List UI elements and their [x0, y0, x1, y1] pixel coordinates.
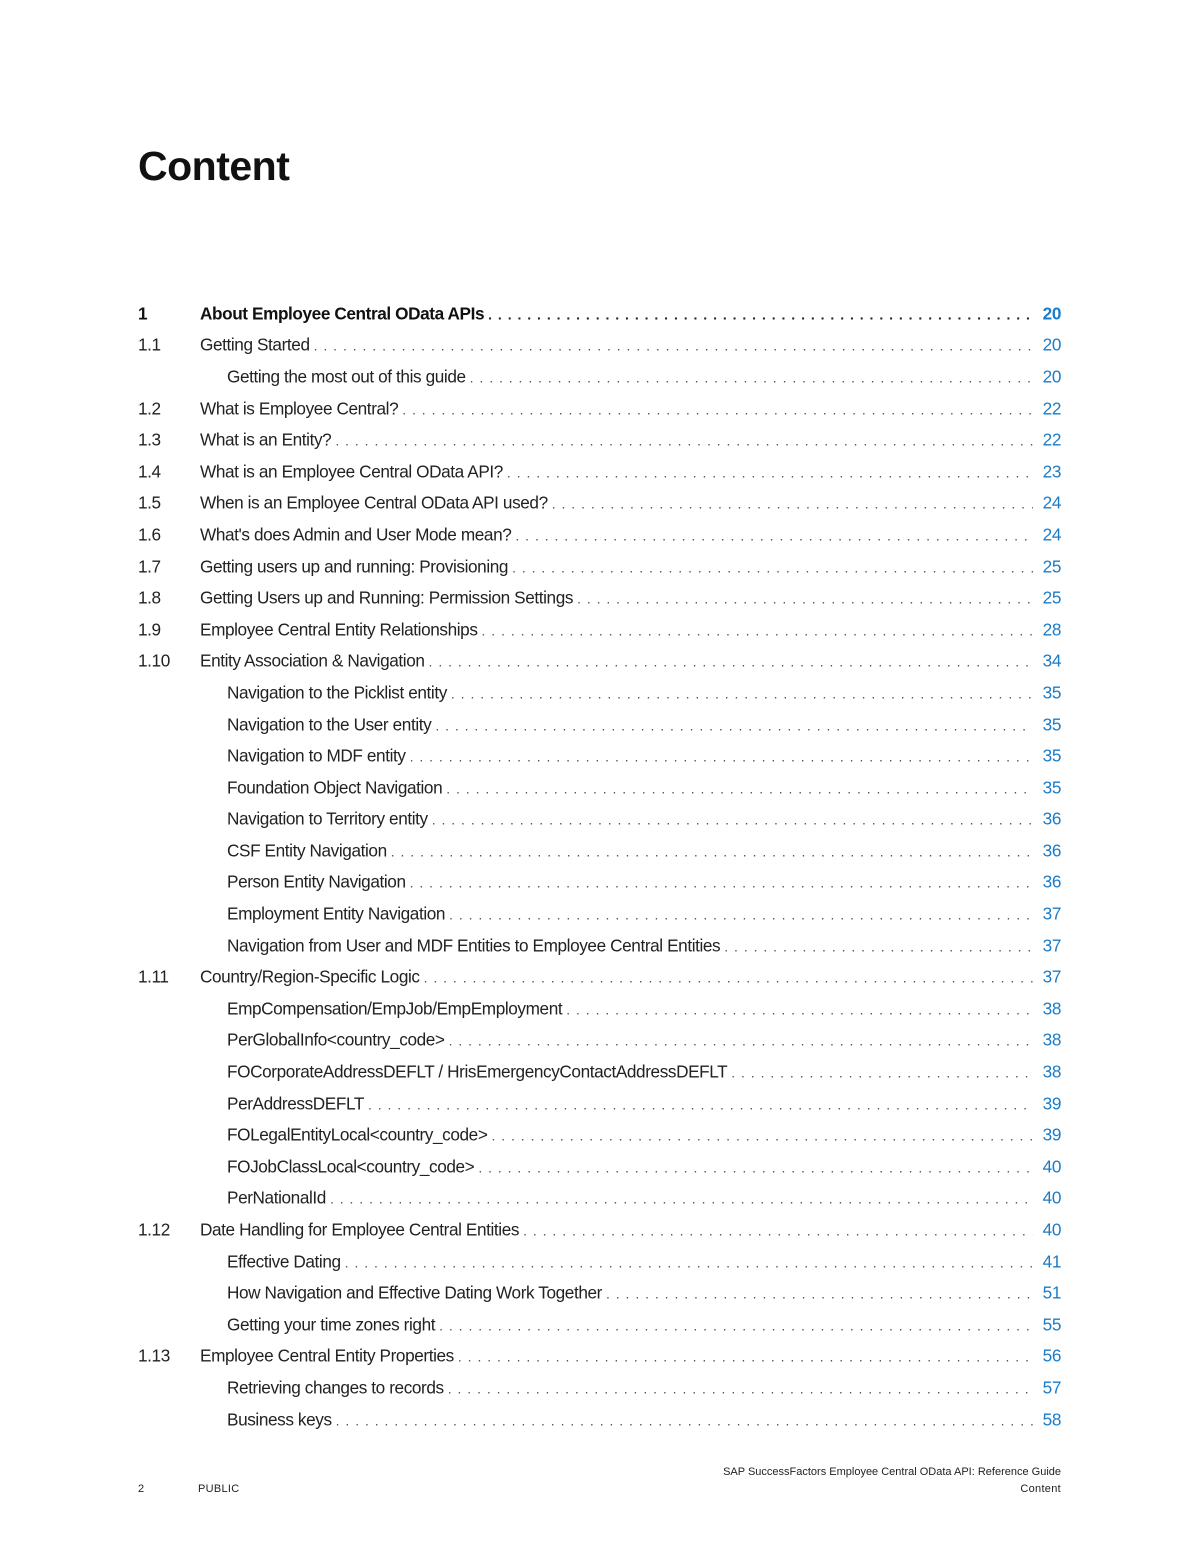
toc-entry-line: [200, 493, 1061, 514]
toc-entry-number: 1.12: [138, 1219, 170, 1240]
toc-entry[interactable]: [138, 393, 1061, 425]
toc-entry[interactable]: [138, 804, 1061, 836]
table-of-contents: [138, 298, 1061, 1435]
dot-leader: [314, 338, 1033, 354]
toc-entry-title[interactable]: Employee Central Entity Properties: [200, 1345, 454, 1366]
toc-page-link[interactable]: 25: [1042, 556, 1061, 577]
toc-page-link[interactable]: 37: [1042, 966, 1061, 987]
toc-entry[interactable]: [138, 1277, 1061, 1309]
toc-entry[interactable]: [138, 930, 1061, 962]
toc-entry-line: [200, 1346, 1061, 1367]
toc-page-link[interactable]: 39: [1042, 1093, 1061, 1114]
toc-entry-title[interactable]: Business keys: [227, 1409, 332, 1430]
toc-page-link[interactable]: 36: [1042, 840, 1061, 861]
toc-entry-number: 1.11: [138, 966, 169, 987]
toc-entry-line: [227, 1409, 1061, 1430]
toc-entry[interactable]: [138, 740, 1061, 772]
toc-entry[interactable]: [138, 456, 1061, 488]
toc-entry[interactable]: [138, 1025, 1061, 1057]
toc-entry-number: 1.13: [138, 1345, 170, 1366]
toc-entry[interactable]: [138, 867, 1061, 899]
toc-entry-number: 1.3: [138, 429, 161, 450]
toc-page-link[interactable]: 35: [1042, 714, 1061, 735]
dot-leader: [507, 464, 1033, 480]
footer-document-title: SAP SuccessFactors Employee Central OData API: Reference Guide: [723, 1466, 1061, 1478]
toc-entry-title[interactable]: Entity Association & Navigation: [200, 650, 425, 671]
footer-section: Content: [1020, 1483, 1061, 1495]
toc-entry-title[interactable]: Navigation to the User entity: [227, 714, 432, 735]
toc-page-link[interactable]: 40: [1042, 1219, 1061, 1240]
toc-page-link[interactable]: 38: [1042, 998, 1061, 1019]
toc-entry[interactable]: [138, 1372, 1061, 1404]
toc-entry[interactable]: [138, 551, 1061, 583]
toc-entry-line: [227, 1314, 1061, 1335]
dot-leader: [478, 1159, 1033, 1175]
dot-leader: [566, 1001, 1033, 1017]
toc-entry-line: [200, 556, 1061, 577]
toc-entry[interactable]: [138, 488, 1061, 520]
toc-page-link[interactable]: 38: [1042, 1029, 1061, 1050]
dot-leader: [345, 1254, 1033, 1270]
toc-page-link[interactable]: 22: [1042, 398, 1061, 419]
toc-entry-line: [227, 872, 1061, 893]
toc-page-link[interactable]: 55: [1042, 1314, 1061, 1335]
dot-leader: [491, 1128, 1033, 1144]
toc-page-link[interactable]: 56: [1042, 1345, 1061, 1366]
toc-entry-line: [227, 840, 1061, 861]
toc-entry[interactable]: [138, 424, 1061, 456]
toc-page-link[interactable]: 28: [1042, 619, 1061, 640]
dot-leader: [448, 1380, 1033, 1396]
dot-leader: [391, 843, 1033, 859]
toc-page-link[interactable]: 35: [1042, 682, 1061, 703]
toc-entry-number: 1.1: [138, 334, 161, 355]
toc-entry[interactable]: [138, 993, 1061, 1025]
toc-entry-title[interactable]: Foundation Object Navigation: [227, 777, 443, 798]
toc-entry-title[interactable]: What's does Admin and User Mode mean?: [200, 524, 512, 545]
toc-entry-number: 1.8: [138, 587, 161, 608]
toc-entry[interactable]: [138, 646, 1061, 678]
toc-entry-title[interactable]: PerGlobalInfo<country_code>: [227, 1029, 445, 1050]
toc-entry-number: 1: [138, 303, 148, 324]
toc-page-link[interactable]: 41: [1042, 1251, 1061, 1272]
toc-entry-title[interactable]: What is an Employee Central OData API?: [200, 461, 503, 482]
toc-page-link[interactable]: 37: [1042, 935, 1061, 956]
toc-entry[interactable]: [138, 677, 1061, 709]
toc-entry-line: [227, 935, 1061, 956]
toc-entry[interactable]: [138, 1183, 1061, 1215]
toc-page-link[interactable]: 34: [1042, 650, 1061, 671]
toc-entry-line: [227, 1188, 1061, 1209]
toc-page-link[interactable]: 40: [1042, 1156, 1061, 1177]
toc-entry[interactable]: [138, 298, 1061, 330]
toc-entry-title[interactable]: Navigation to Territory entity: [227, 808, 428, 829]
dot-leader: [402, 401, 1033, 417]
toc-entry-title[interactable]: Getting users up and running: Provisioning: [200, 556, 509, 577]
toc-entry[interactable]: [138, 772, 1061, 804]
dot-leader: [458, 1349, 1033, 1365]
toc-entry-number: 1.7: [138, 556, 161, 577]
toc-entry[interactable]: [138, 1119, 1061, 1151]
toc-entry-line: [227, 777, 1061, 798]
toc-page-link[interactable]: 37: [1042, 903, 1061, 924]
dot-leader: [435, 717, 1033, 733]
toc-entry[interactable]: [138, 519, 1061, 551]
footer-page-number: 2: [138, 1483, 145, 1495]
dot-leader: [451, 685, 1033, 701]
page-title: Content: [138, 143, 290, 189]
toc-entry-line: [200, 651, 1061, 672]
toc-entry-line: [200, 430, 1061, 451]
dot-leader: [410, 875, 1033, 891]
toc-entry-title[interactable]: Getting your time zones right: [227, 1314, 436, 1335]
toc-entry[interactable]: [138, 614, 1061, 646]
toc-entry-number: 1.6: [138, 524, 161, 545]
toc-entry-line: [227, 809, 1061, 830]
toc-page-link[interactable]: 24: [1042, 524, 1061, 545]
toc-entry-line: [227, 1062, 1061, 1083]
toc-entry-line: [200, 524, 1061, 545]
toc-entry[interactable]: [138, 1214, 1061, 1246]
dot-leader: [724, 938, 1033, 954]
toc-entry-title[interactable]: Navigation to MDF entity: [227, 745, 406, 766]
dot-leader: [424, 970, 1033, 986]
toc-entry-line: [227, 366, 1061, 387]
toc-entry-title[interactable]: Date Handling for Employee Central Entities: [200, 1219, 520, 1240]
toc-page-link[interactable]: 22: [1042, 429, 1061, 450]
toc-entry-title[interactable]: FOCorporateAddressDEFLT / HrisEmergencyContactAddressDEFLT: [227, 1061, 728, 1082]
toc-entry[interactable]: [138, 582, 1061, 614]
toc-entry[interactable]: [138, 898, 1061, 930]
toc-entry-title[interactable]: PerAddressDEFLT: [227, 1093, 364, 1114]
toc-entry-title[interactable]: FOLegalEntityLocal<country_code>: [227, 1124, 488, 1145]
toc-entry-line: [200, 619, 1061, 640]
dot-leader: [482, 622, 1033, 638]
toc-entry-line: [227, 746, 1061, 767]
toc-entry-title[interactable]: Employment Entity Navigation: [227, 903, 446, 924]
dot-leader: [470, 369, 1033, 385]
toc-entry[interactable]: [138, 1056, 1061, 1088]
toc-entry[interactable]: [138, 361, 1061, 393]
toc-entry-line: [200, 967, 1061, 988]
footer-classification: PUBLIC: [198, 1483, 240, 1495]
toc-page-link[interactable]: 36: [1042, 871, 1061, 892]
toc-entry-line: [200, 1220, 1061, 1241]
toc-entry-number: 1.10: [138, 650, 170, 671]
toc-page-link[interactable]: 35: [1042, 777, 1061, 798]
toc-entry-line: [227, 714, 1061, 735]
toc-page-link[interactable]: 40: [1042, 1187, 1061, 1208]
toc-page-link[interactable]: 57: [1042, 1377, 1061, 1398]
toc-entry-line: [227, 904, 1061, 925]
toc-entry-line: [227, 1377, 1061, 1398]
toc-entry-title[interactable]: When is an Employee Central OData API used?: [200, 492, 548, 513]
toc-entry-number: 1.5: [138, 492, 161, 513]
toc-entry-title[interactable]: Getting Users up and Running: Permission Settings: [200, 587, 574, 608]
dot-leader: [606, 1286, 1033, 1302]
toc-entry-line: [227, 682, 1061, 703]
toc-entry[interactable]: [138, 1309, 1061, 1341]
toc-entry[interactable]: [138, 330, 1061, 362]
toc-page-link[interactable]: 36: [1042, 808, 1061, 829]
dot-leader: [429, 654, 1033, 670]
toc-entry-line: [227, 1251, 1061, 1272]
toc-entry-title[interactable]: PerNationalId: [227, 1187, 326, 1208]
dot-leader: [446, 780, 1033, 796]
toc-page-link[interactable]: 39: [1042, 1124, 1061, 1145]
toc-entry-line: [200, 303, 1061, 324]
dot-leader: [410, 749, 1033, 765]
toc-entry-line: [200, 398, 1061, 419]
toc-entry-line: [227, 1093, 1061, 1114]
dot-leader: [515, 527, 1033, 543]
dot-leader: [432, 812, 1033, 828]
toc-page-link[interactable]: 20: [1042, 303, 1061, 324]
dot-leader: [731, 1065, 1033, 1081]
dot-leader: [577, 591, 1033, 607]
toc-entry-title[interactable]: How Navigation and Effective Dating Work Together: [227, 1282, 602, 1303]
toc-page-link[interactable]: 20: [1042, 366, 1061, 387]
toc-entry-title[interactable]: Navigation to the Picklist entity: [227, 682, 447, 703]
toc-entry-title[interactable]: CSF Entity Navigation: [227, 840, 387, 861]
toc-entry[interactable]: [138, 1246, 1061, 1278]
dot-leader: [449, 907, 1033, 923]
toc-entry[interactable]: [138, 961, 1061, 993]
toc-entry-line: [227, 1283, 1061, 1304]
page-footer: [138, 1464, 1061, 1504]
toc-entry[interactable]: [138, 1404, 1061, 1436]
dot-leader: [439, 1317, 1033, 1333]
toc-entry[interactable]: [138, 835, 1061, 867]
toc-page-link[interactable]: 38: [1042, 1061, 1061, 1082]
toc-entry[interactable]: [138, 1151, 1061, 1183]
dot-leader: [488, 306, 1033, 322]
dot-leader: [330, 1191, 1033, 1207]
dot-leader: [552, 496, 1033, 512]
toc-entry[interactable]: [138, 709, 1061, 741]
toc-page-link[interactable]: 35: [1042, 745, 1061, 766]
toc-page-link[interactable]: 23: [1042, 461, 1061, 482]
toc-entry-title[interactable]: Country/Region-Specific Logic: [200, 966, 420, 987]
toc-entry[interactable]: [138, 1088, 1061, 1120]
toc-entry-title[interactable]: Employee Central Entity Relationships: [200, 619, 478, 640]
toc-entry-title[interactable]: Retrieving changes to records: [227, 1377, 444, 1398]
toc-page-link[interactable]: 25: [1042, 587, 1061, 608]
toc-entry-number: 1.4: [138, 461, 161, 482]
toc-page-link[interactable]: 51: [1042, 1282, 1061, 1303]
toc-entry-line: [200, 335, 1061, 356]
toc-entry-title[interactable]: Getting Started: [200, 334, 310, 355]
toc-entry[interactable]: [138, 1341, 1061, 1373]
toc-entry-title[interactable]: Navigation from User and MDF Entities to Employee Central Entities: [227, 935, 721, 956]
toc-entry-title[interactable]: About Employee Central OData APIs: [200, 303, 485, 324]
dot-leader: [368, 1096, 1033, 1112]
toc-page-link[interactable]: 24: [1042, 492, 1061, 513]
dot-leader: [512, 559, 1033, 575]
toc-entry-line: [227, 998, 1061, 1019]
toc-entry-title[interactable]: Getting the most out of this guide: [227, 366, 466, 387]
toc-entry-line: [227, 1125, 1061, 1146]
toc-entry-title[interactable]: EmpCompensation/EmpJob/EmpEmployment: [227, 998, 563, 1019]
toc-entry-line: [227, 1030, 1061, 1051]
toc-entry-line: [227, 1156, 1061, 1177]
toc-entry-title[interactable]: FOJobClassLocal<country_code>: [227, 1156, 475, 1177]
toc-entry-line: [200, 588, 1061, 609]
toc-entry-line: [200, 461, 1061, 482]
toc-page-link[interactable]: 58: [1042, 1409, 1061, 1430]
toc-entry-title[interactable]: What is Employee Central?: [200, 398, 399, 419]
toc-entry-number: 1.2: [138, 398, 161, 419]
toc-entry-title[interactable]: What is an Entity?: [200, 429, 332, 450]
dot-leader: [335, 433, 1033, 449]
toc-entry-number: 1.9: [138, 619, 161, 640]
toc-entry-title[interactable]: Person Entity Navigation: [227, 871, 406, 892]
dot-leader: [523, 1223, 1033, 1239]
dot-leader: [449, 1033, 1033, 1049]
dot-leader: [336, 1412, 1033, 1428]
toc-page-link[interactable]: 20: [1042, 334, 1061, 355]
toc-entry-title[interactable]: Effective Dating: [227, 1251, 341, 1272]
